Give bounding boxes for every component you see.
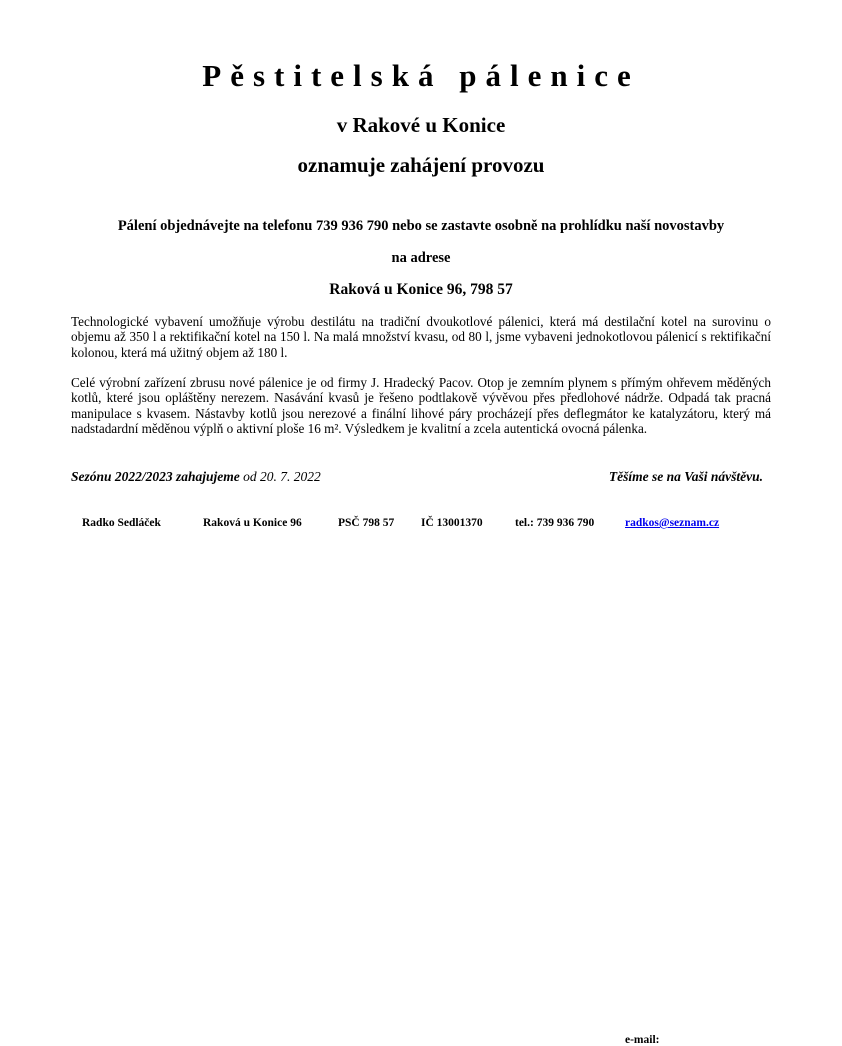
email-label: e-mail:	[625, 1034, 660, 1046]
paragraph-equipment: Celé výrobní zařízení zbrusu nové pálenice je od firmy J. Hradecký Pacov. Otop je zemním plynem s přímým ohřevem měděných kotlů, které jsou opláštěny nerezem. Nasávání kvasů je řešeno podtlakově vývěvou přes předlohové nádrže. Odpadá tak pracná manipulace s kvasem. Nástavby kotlů jsou nerezové a finální lihové páry procházejí přes deflegmátor ke katalyzátoru, který má nadstadardní měděnou výplň o aktivní ploše 16 m². Výsledkem je kvalitní a zcela autentická ovocná pálenka.	[71, 375, 771, 437]
season-lead: Sezónu 2022/2023 zahajujeme	[71, 469, 240, 484]
footer-ic: IČ 13001370	[421, 517, 483, 529]
footer-psc: PSČ 798 57	[338, 517, 395, 529]
page-title: Pěstitelská pálenice	[202, 58, 640, 93]
email-link[interactable]: radkos@seznam.cz	[625, 517, 720, 529]
address-line: Raková u Konice 96, 798 57	[329, 281, 513, 298]
footer-phone: tel.: 739 936 790	[515, 517, 595, 529]
footer-email	[625, 517, 720, 1046]
subtitle-announcement: oznamuje zahájení provozu	[297, 153, 545, 177]
greeting: Těšíme se na Vaši návštěvu.	[608, 469, 763, 484]
order-line: Pálení objednávejte na telefonu 739 936 790 nebo se zastavte osobně na prohlídku naší novostavby	[117, 218, 725, 234]
footer-address: Raková u Konice 96	[203, 517, 302, 529]
season-start	[71, 469, 321, 485]
paragraph-technology: Technologické vybavení umožňuje výrobu destilátu na tradiční dvoukotlové pálenici, která má destilační kotel na surovinu o objemu až 350 l a rektifikační kotel na 150 l. Na malá množství kvasu, od 80 l, jsme vybaveni jednokotlovou pálenicí s rektifikační kolonou, která má užitný objem až 180 l.	[71, 314, 771, 360]
footer-name: Radko Sedláček	[82, 517, 161, 529]
subtitle-location: v Rakové u Konice	[336, 113, 506, 137]
at-address-label: na adrese	[391, 250, 451, 266]
season-date: od 20. 7. 2022	[239, 469, 321, 484]
